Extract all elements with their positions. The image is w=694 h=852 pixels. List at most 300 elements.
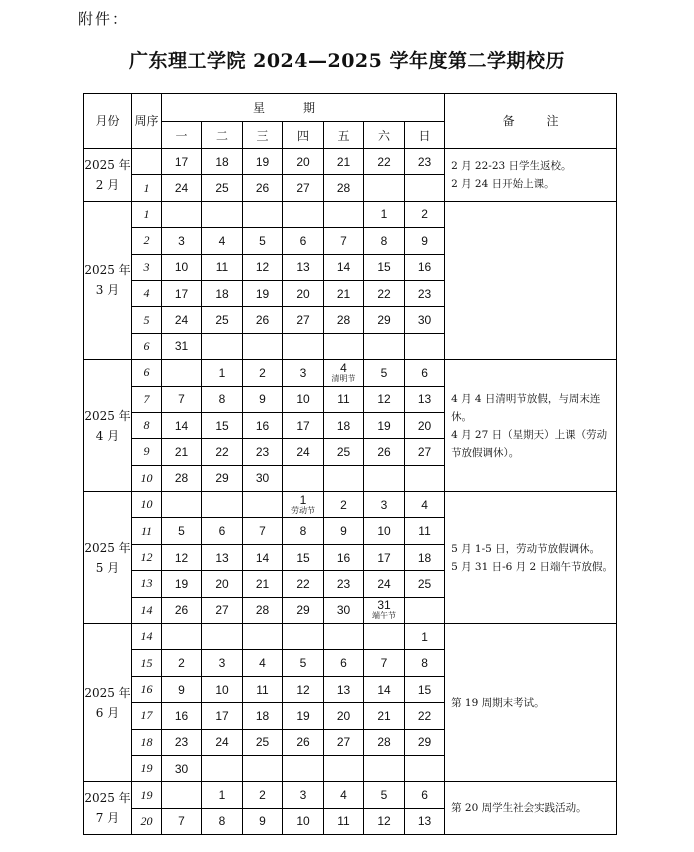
month-cell: 2025 年 3 月 <box>84 201 132 359</box>
weekday-header: 星期 <box>162 94 445 122</box>
week-number: 16 <box>132 676 162 702</box>
week-number: 14 <box>132 597 162 623</box>
day-cell <box>243 149 283 175</box>
day-cell <box>324 149 364 175</box>
day-cell <box>324 571 364 597</box>
day-cell <box>202 676 243 702</box>
day-number: 28 <box>174 471 189 486</box>
day-cell <box>243 624 283 650</box>
day-cell <box>243 808 283 834</box>
week-number: 9 <box>132 439 162 465</box>
day-number: 4 <box>259 656 266 671</box>
month-cell: 2025 年 2 月 <box>84 149 132 202</box>
weekday-name: 日 <box>405 122 445 149</box>
day-number: 21 <box>377 708 391 723</box>
day-cell <box>324 755 364 781</box>
day-cell <box>162 729 202 755</box>
day-cell <box>405 254 445 280</box>
day-cell <box>243 465 283 491</box>
day-number: 10 <box>377 524 391 539</box>
day-number: 16 <box>417 260 432 275</box>
day-number: 17 <box>174 286 189 301</box>
day-number: 26 <box>296 735 310 750</box>
remarks-cell <box>445 149 617 202</box>
day-cell <box>202 492 243 518</box>
day-cell <box>202 412 243 438</box>
day-number: 10 <box>215 682 229 697</box>
day-cell <box>405 650 445 676</box>
day-cell <box>202 149 243 175</box>
day-number: 23 <box>174 735 189 750</box>
calendar-week-row <box>84 149 617 175</box>
week-number: 10 <box>132 465 162 491</box>
week-number: 14 <box>132 624 162 650</box>
day-number: 5 <box>380 365 388 380</box>
day-number: 28 <box>255 603 270 618</box>
day-cell <box>364 149 405 175</box>
day-number: 30 <box>417 313 432 328</box>
day-cell <box>283 254 324 280</box>
day-cell <box>364 412 405 438</box>
day-number: 19 <box>255 286 270 301</box>
weekday-name: 六 <box>364 122 405 149</box>
day-number: 21 <box>336 286 351 301</box>
day-number: 14 <box>255 550 270 565</box>
day-number: 22 <box>296 576 310 591</box>
day-cell <box>364 307 405 333</box>
day-cell <box>324 307 364 333</box>
day-cell <box>405 280 445 306</box>
day-number: 1 <box>218 788 226 803</box>
day-number: 23 <box>255 444 270 459</box>
day-cell <box>324 412 364 438</box>
weekday-name: 一 <box>162 122 202 149</box>
day-number: 29 <box>417 735 432 750</box>
day-number: 5 <box>178 524 185 539</box>
day-number: 18 <box>215 286 229 301</box>
day-cell <box>202 624 243 650</box>
day-number: 6 <box>421 365 428 380</box>
day-cell <box>405 544 445 570</box>
day-number: 24 <box>215 735 229 750</box>
day-cell <box>162 360 202 386</box>
day-number: 21 <box>336 154 351 169</box>
day-number: 23 <box>417 154 432 169</box>
day-number: 27 <box>296 181 310 196</box>
day-number: 29 <box>296 603 310 618</box>
day-cell <box>283 149 324 175</box>
day-number: 30 <box>336 603 351 618</box>
day-cell <box>162 439 202 465</box>
remarks-header: 备 注 <box>445 94 617 149</box>
day-cell <box>283 360 324 386</box>
day-cell <box>202 755 243 781</box>
day-cell <box>324 254 364 280</box>
day-cell <box>243 518 283 544</box>
day-number: 14 <box>377 682 391 697</box>
day-number: 8 <box>218 814 226 829</box>
day-number: 18 <box>255 708 270 723</box>
week-number: 1 <box>132 201 162 227</box>
day-number: 20 <box>296 286 310 301</box>
day-cell <box>162 386 202 412</box>
day-cell <box>405 360 445 386</box>
day-number: 2 <box>340 497 347 512</box>
day-cell <box>364 492 405 518</box>
day-number: 11 <box>215 260 229 275</box>
month-cell: 2025 年 6 月 <box>84 624 132 782</box>
month-cell: 2025 年 4 月 <box>84 360 132 492</box>
day-number: 1 <box>218 365 226 380</box>
week-number <box>132 149 162 175</box>
day-cell <box>243 729 283 755</box>
day-number: 19 <box>296 708 310 723</box>
page-title: 广东理工学院 2024—2025 学年度第二学期校历 <box>129 50 565 72</box>
day-cell <box>283 386 324 412</box>
day-cell <box>324 703 364 729</box>
day-cell <box>283 439 324 465</box>
day-cell <box>364 729 405 755</box>
day-number: 25 <box>417 576 432 591</box>
day-number: 12 <box>377 814 391 829</box>
day-cell <box>202 465 243 491</box>
day-number: 6 <box>340 656 347 671</box>
week-number: 6 <box>132 333 162 359</box>
day-number: 14 <box>336 260 351 275</box>
day-number: 11 <box>418 524 431 539</box>
day-cell <box>364 333 405 359</box>
day-cell <box>283 571 324 597</box>
day-number: 2 <box>259 788 266 803</box>
day-cell <box>162 782 202 808</box>
day-number: 18 <box>417 550 432 565</box>
day-cell <box>405 149 445 175</box>
day-cell <box>364 782 405 808</box>
day-number: 4 <box>218 233 226 248</box>
week-number: 2 <box>132 228 162 254</box>
month-cell: 2025 年 7 月 <box>84 782 132 835</box>
day-cell <box>364 571 405 597</box>
day-cell <box>364 518 405 544</box>
day-number: 5 <box>380 788 388 803</box>
day-cell <box>324 729 364 755</box>
day-number: 24 <box>377 576 391 591</box>
week-number: 10 <box>132 492 162 518</box>
day-number: 9 <box>259 814 266 829</box>
day-number: 29 <box>377 313 391 328</box>
day-number: 10 <box>296 814 310 829</box>
day-number: 4 <box>340 788 347 803</box>
day-number: 1 <box>380 207 388 222</box>
day-cell <box>202 201 243 227</box>
day-cell <box>324 808 364 834</box>
day-number: 26 <box>174 603 189 618</box>
day-cell <box>202 597 243 623</box>
day-cell <box>243 544 283 570</box>
day-cell <box>324 544 364 570</box>
day-cell <box>283 624 324 650</box>
day-number: 7 <box>178 814 185 829</box>
day-number: 8 <box>421 656 428 671</box>
calendar-week-row <box>84 201 617 227</box>
day-number: 6 <box>218 524 226 539</box>
day-number: 18 <box>215 154 229 169</box>
day-cell <box>162 755 202 781</box>
day-cell <box>364 597 405 623</box>
day-number: 22 <box>215 444 229 459</box>
week-number: 4 <box>132 280 162 306</box>
day-cell <box>405 175 445 201</box>
day-cell <box>324 624 364 650</box>
day-number: 9 <box>178 682 185 697</box>
week-number: 20 <box>132 808 162 834</box>
day-cell <box>202 729 243 755</box>
day-number: 24 <box>296 444 310 459</box>
day-number: 24 <box>174 181 189 196</box>
remark-text: 2 月 22-23 日学生返校。 <box>451 159 572 172</box>
day-cell <box>202 254 243 280</box>
day-cell <box>324 228 364 254</box>
day-number: 4 <box>340 360 347 375</box>
day-cell <box>324 386 364 412</box>
weekday-name: 五 <box>324 122 364 149</box>
day-cell <box>202 280 243 306</box>
remark-text: 第 19 周期末考试。 <box>451 696 545 709</box>
day-cell <box>283 465 324 491</box>
remarks-cell <box>445 782 617 835</box>
day-cell <box>405 703 445 729</box>
day-number: 6 <box>421 788 428 803</box>
day-cell <box>405 201 445 227</box>
day-cell <box>243 386 283 412</box>
day-number: 30 <box>255 471 270 486</box>
week-number: 19 <box>132 782 162 808</box>
day-number: 25 <box>336 444 351 459</box>
day-cell <box>405 597 445 623</box>
day-cell <box>162 518 202 544</box>
day-number: 22 <box>417 708 432 723</box>
day-cell <box>324 492 364 518</box>
remark-text: 4 月 4 日清明节放假，与周末连休。 <box>451 392 601 423</box>
day-number: 13 <box>417 392 432 407</box>
day-cell <box>324 676 364 702</box>
day-number: 23 <box>417 286 432 301</box>
day-cell <box>405 676 445 702</box>
day-cell <box>202 782 243 808</box>
day-cell <box>324 175 364 201</box>
day-number: 14 <box>174 418 189 433</box>
weekday-name: 二 <box>202 122 243 149</box>
day-cell <box>324 597 364 623</box>
day-number: 20 <box>215 576 229 591</box>
day-cell <box>243 175 283 201</box>
day-cell <box>243 782 283 808</box>
day-cell <box>405 729 445 755</box>
week-number: 18 <box>132 729 162 755</box>
day-number: 25 <box>255 735 270 750</box>
holiday-label: 劳动节 <box>291 505 315 515</box>
day-number: 2 <box>178 656 185 671</box>
month-cell: 2025 年 5 月 <box>84 492 132 624</box>
week-number: 5 <box>132 307 162 333</box>
day-cell <box>364 650 405 676</box>
day-cell <box>364 201 405 227</box>
day-number: 15 <box>296 550 310 565</box>
day-cell <box>405 412 445 438</box>
day-cell <box>405 492 445 518</box>
day-number: 11 <box>337 814 350 829</box>
day-cell <box>283 703 324 729</box>
day-cell <box>283 492 324 518</box>
day-cell <box>243 412 283 438</box>
day-number: 15 <box>215 418 229 433</box>
day-number: 11 <box>337 392 350 407</box>
day-cell <box>364 676 405 702</box>
day-number: 20 <box>336 708 351 723</box>
weekday-name: 三 <box>243 122 283 149</box>
day-number: 30 <box>174 761 189 776</box>
day-number: 6 <box>299 233 307 248</box>
day-cell <box>324 439 364 465</box>
day-number: 9 <box>259 392 266 407</box>
day-number: 28 <box>336 181 351 196</box>
day-cell <box>202 307 243 333</box>
day-cell <box>283 755 324 781</box>
day-cell <box>283 228 324 254</box>
day-number: 31 <box>174 339 189 354</box>
day-number: 20 <box>417 418 432 433</box>
week-number: 7 <box>132 386 162 412</box>
day-number: 7 <box>380 656 388 671</box>
day-cell <box>162 307 202 333</box>
week-number: 6 <box>132 360 162 386</box>
day-number: 26 <box>255 181 270 196</box>
day-number: 13 <box>417 814 432 829</box>
day-cell <box>202 703 243 729</box>
week-number: 15 <box>132 650 162 676</box>
day-cell <box>162 333 202 359</box>
day-number: 13 <box>296 260 310 275</box>
calendar-week-row <box>84 360 617 386</box>
day-number: 31 <box>377 598 391 613</box>
day-cell <box>202 360 243 386</box>
day-number: 12 <box>377 392 391 407</box>
week-number: 1 <box>132 175 162 201</box>
day-number: 17 <box>377 550 391 565</box>
day-cell <box>202 518 243 544</box>
day-number: 19 <box>174 576 189 591</box>
day-number: 3 <box>299 788 307 803</box>
day-cell <box>283 175 324 201</box>
day-cell <box>243 439 283 465</box>
day-number: 21 <box>255 576 270 591</box>
day-cell <box>243 571 283 597</box>
day-cell <box>405 439 445 465</box>
day-cell <box>405 465 445 491</box>
day-number: 13 <box>336 682 351 697</box>
calendar-week-row <box>84 624 617 650</box>
day-number: 1 <box>421 629 428 644</box>
day-cell <box>405 782 445 808</box>
day-number: 18 <box>336 418 351 433</box>
day-number: 8 <box>380 233 388 248</box>
day-number: 27 <box>417 444 432 459</box>
day-cell <box>324 360 364 386</box>
day-number: 16 <box>336 550 351 565</box>
day-cell <box>162 412 202 438</box>
day-number: 12 <box>255 260 270 275</box>
calendar-table <box>83 93 617 835</box>
attachment-label: 附件： <box>78 10 130 28</box>
day-cell <box>162 465 202 491</box>
day-cell <box>364 808 405 834</box>
calendar-week-row <box>84 782 617 808</box>
holiday-label: 清明节 <box>331 373 356 383</box>
day-cell <box>364 544 405 570</box>
day-cell <box>283 518 324 544</box>
day-number: 2 <box>421 207 428 222</box>
day-number: 16 <box>255 418 270 433</box>
day-number: 25 <box>215 313 229 328</box>
day-cell <box>202 544 243 570</box>
day-cell <box>324 465 364 491</box>
day-number: 28 <box>377 735 391 750</box>
day-cell <box>243 755 283 781</box>
day-number: 12 <box>296 682 310 697</box>
calendar-week-row <box>84 492 617 518</box>
day-number: 7 <box>340 233 347 248</box>
day-cell <box>162 703 202 729</box>
week-number: 3 <box>132 254 162 280</box>
day-cell <box>283 729 324 755</box>
day-number: 5 <box>259 233 266 248</box>
remark-text: 5 月 31 日-6 月 2 日端午节放假。 <box>451 560 614 573</box>
day-cell <box>283 544 324 570</box>
day-number: 24 <box>174 313 189 328</box>
day-number: 7 <box>178 392 185 407</box>
day-number: 22 <box>377 286 391 301</box>
day-number: 16 <box>174 708 189 723</box>
day-cell <box>364 386 405 412</box>
day-number: 17 <box>215 708 229 723</box>
day-cell <box>243 676 283 702</box>
day-cell <box>405 624 445 650</box>
week-number: 11 <box>132 518 162 544</box>
day-number: 15 <box>417 682 432 697</box>
day-number: 29 <box>215 471 229 486</box>
day-cell <box>162 254 202 280</box>
day-cell <box>405 518 445 544</box>
day-number: 9 <box>421 233 428 248</box>
day-number: 10 <box>174 260 189 275</box>
day-cell <box>162 808 202 834</box>
day-number: 10 <box>296 392 310 407</box>
day-cell <box>364 703 405 729</box>
day-number: 1 <box>299 492 307 507</box>
day-number: 12 <box>174 550 189 565</box>
day-cell <box>202 808 243 834</box>
day-cell <box>283 650 324 676</box>
day-cell <box>202 333 243 359</box>
day-cell <box>283 307 324 333</box>
day-cell <box>324 782 364 808</box>
day-cell <box>243 492 283 518</box>
day-number: 27 <box>336 735 351 750</box>
day-number: 3 <box>380 497 388 512</box>
day-number: 26 <box>377 444 391 459</box>
day-number: 17 <box>296 418 310 433</box>
day-number: 27 <box>296 313 310 328</box>
